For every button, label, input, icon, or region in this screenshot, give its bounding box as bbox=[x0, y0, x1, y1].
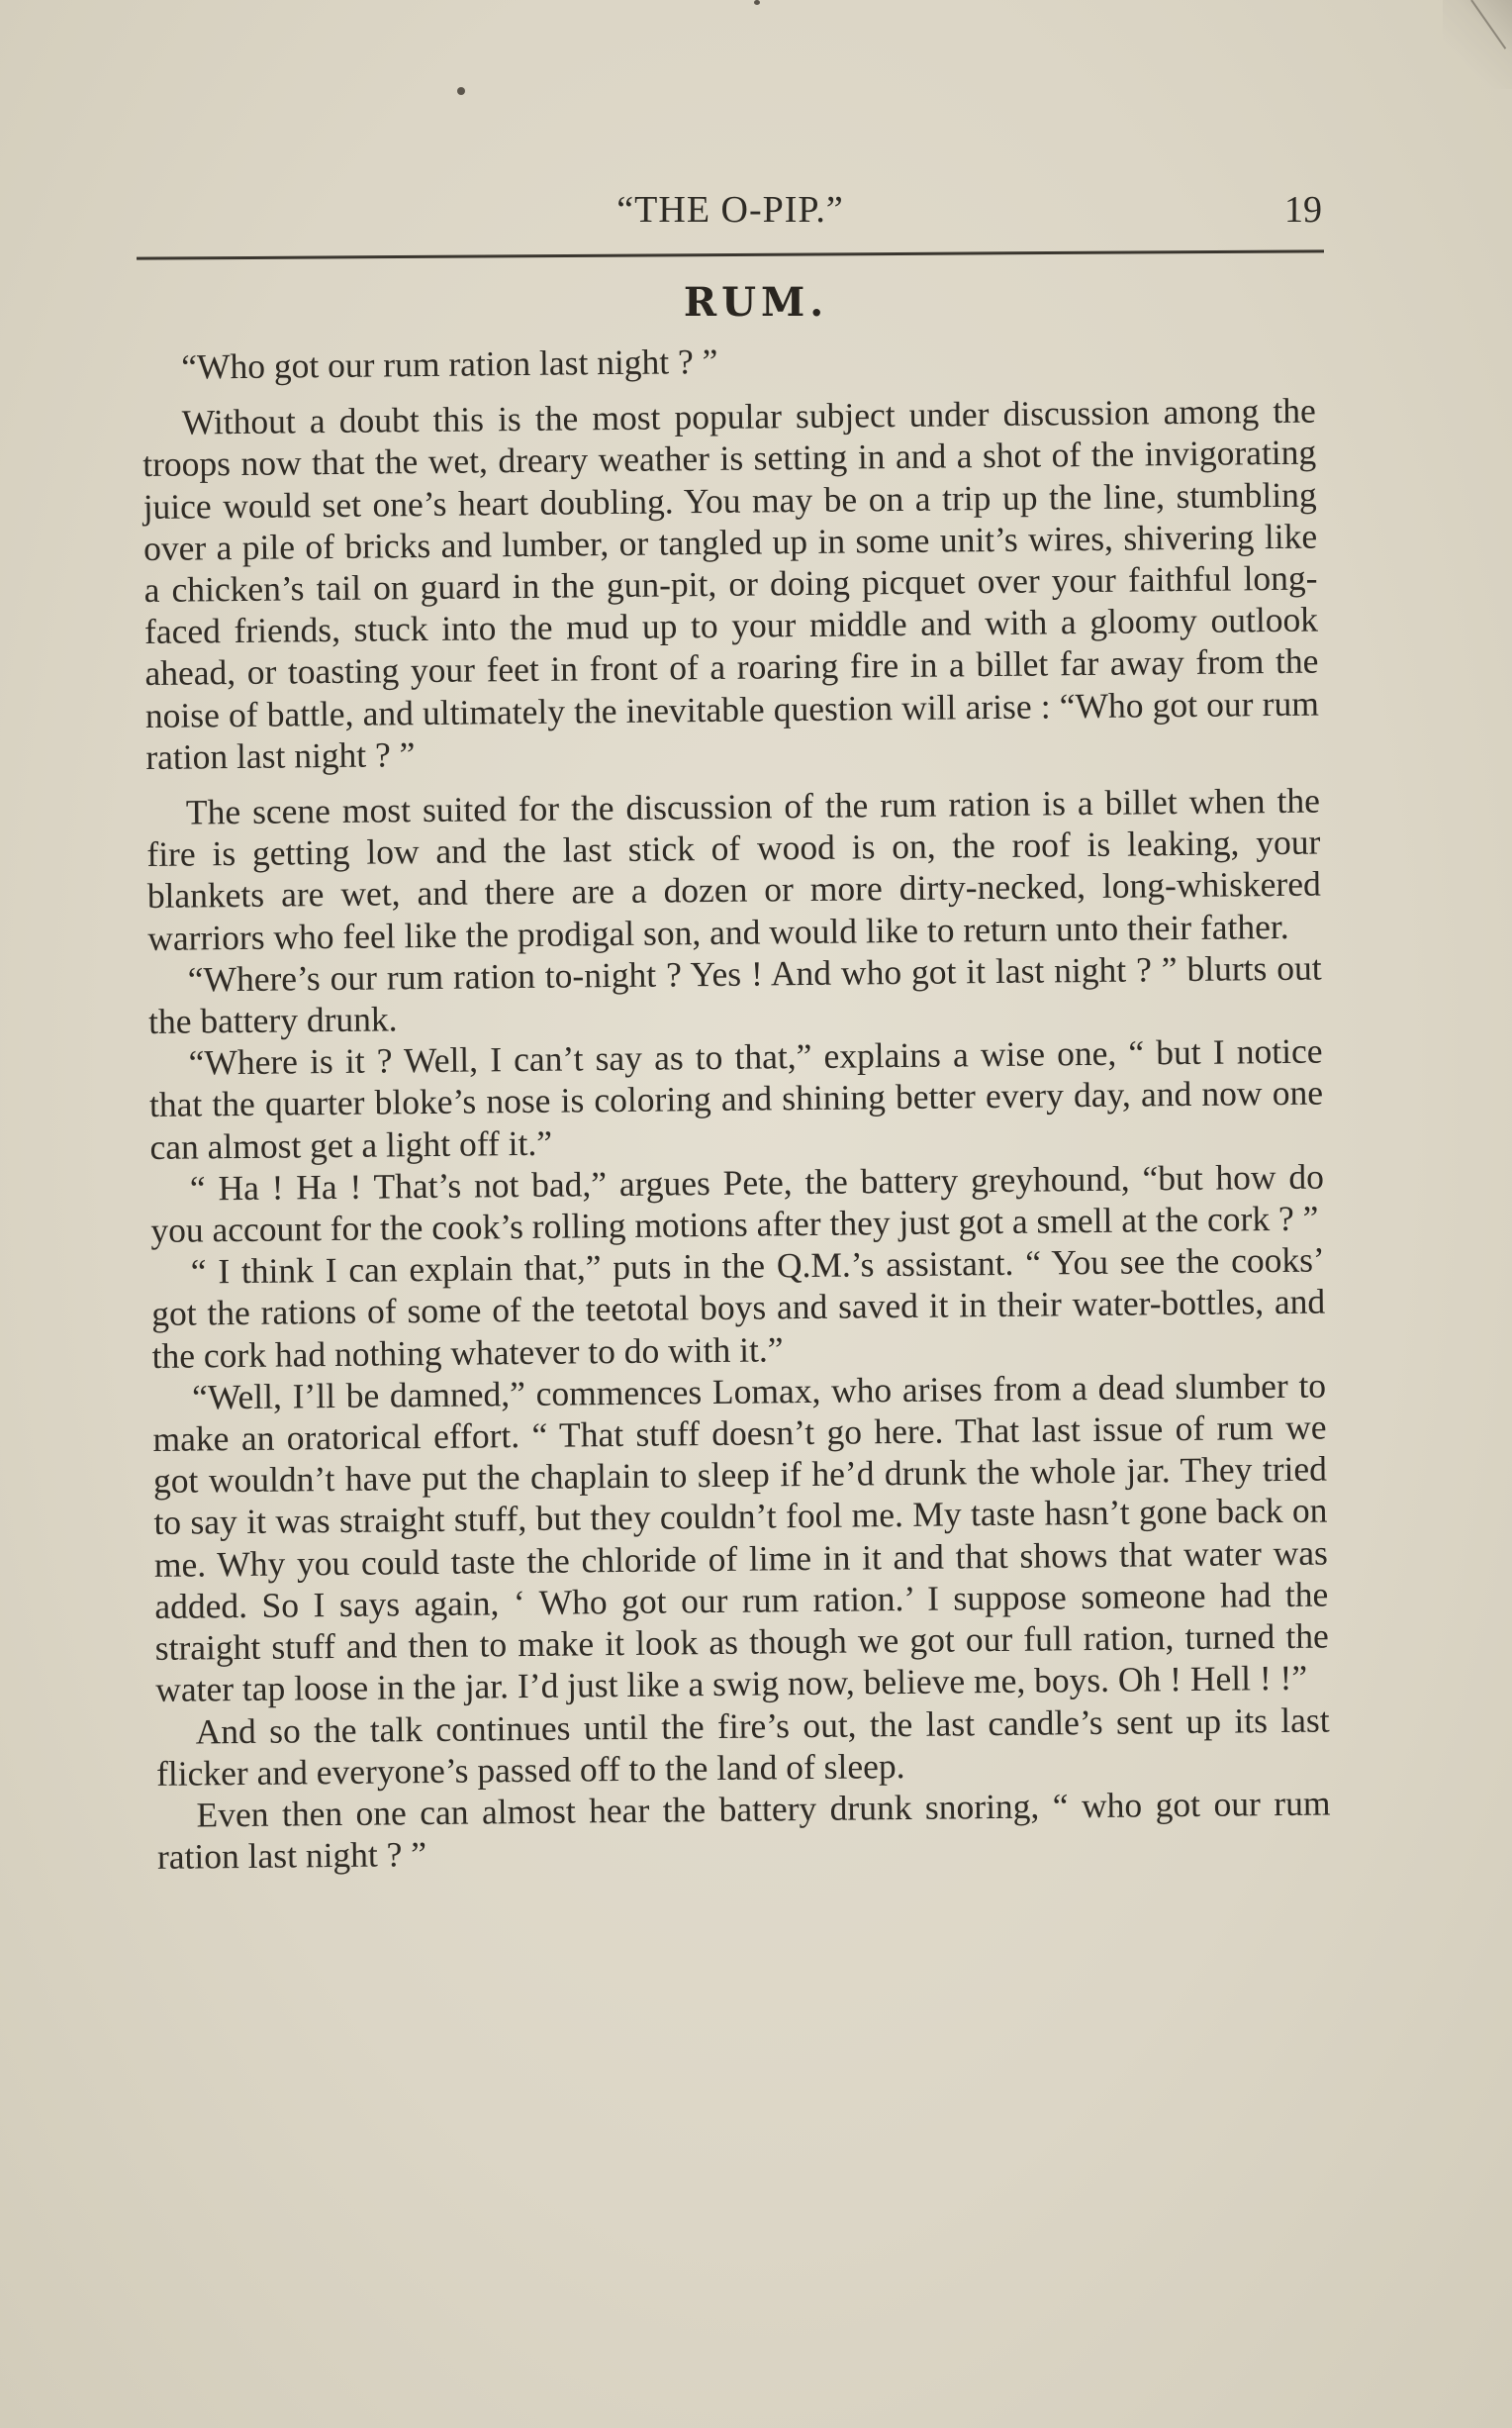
paragraph-dialogue: “Well, I’ll be damned,” commences Lomax, who arises from a dead slumber to make an oratorical effort. “ That stuff doesn’t go here. That last issue of rum we got wouldn’t have put the chaplain to sleep if he’d drunk the whole jar. They tried to say it was straight stuff, but they couldn’t fool me. My taste hasn’t gone back on me. Why you could taste the chloride of lime in it and that shows that water was added. So I says again, ‘ Who got our rum ration.’ I suppose someone had the straight stuff and then to make it look as though we got our full ration, turned the water tap loose in the jar. I’d just like a swig now, believe me, boys. Oh ! Hell ! !” bbox=[152, 1365, 1329, 1710]
header-rule bbox=[137, 249, 1324, 259]
paragraph-closing: And so the talk continues until the fire’s out, the last candle’s sent up its last flicker and everyone’s passed off to the land of sleep. bbox=[155, 1700, 1330, 1794]
paragraph-intro: Without a doubt this is the most popular subject under discussion among the troops now that the wet, dreary weather is setting in and a shot of the invigorating juice would set one’s heart doubling. You may be on a trip up the line, stumbling over a pile of bricks and lumber, or tangled up in some unit’s wires, shivering like a chicken’s tail on guard in the gun-pit, or doing picquet over your faithful long-faced friends, stuck into the mud up to your middle and with a gloomy outlook ahead, or toasting your feet in front of a roaring fire in a billet far away from the noise of battle, and ultimately the inevitable question will arise : “Who got our rum ration last night ? ” bbox=[142, 390, 1320, 777]
paragraph-dialogue: “Where’s our rum ration to-night ? Yes ! And who got it last night ? ” blurts out the battery drunk. bbox=[147, 947, 1322, 1042]
running-title: “THE O-PIP.” bbox=[616, 189, 844, 231]
ink-speck bbox=[457, 87, 465, 95]
page-number: 19 bbox=[1284, 189, 1322, 231]
article-body bbox=[142, 335, 1331, 1879]
paragraph-dialogue: “Where is it ? Well, I can’t say as to that,” explains a wise one, “ but I notice that the quarter bloke’s nose is coloring and shining better every day, and now one can almost get a light off it.” bbox=[148, 1030, 1324, 1167]
paragraph-final: Even then one can almost hear the battery drunk snoring, “ who got our rum ration last night ? ” bbox=[156, 1783, 1331, 1878]
article-title: RUM. bbox=[683, 279, 829, 326]
running-header bbox=[139, 188, 1322, 247]
ink-speck bbox=[754, 0, 760, 5]
paragraph-dialogue: “ I think I can explain that,” puts in the Q.M.’s assistant. “ You see the cooks’ got the rations of some of the teetotal boys and saved it in their water-bottles, and the cork had nothing whatever to do with it.” bbox=[151, 1239, 1326, 1376]
paragraph-opening-question: “Who got our rum ration last night ? ” bbox=[181, 340, 718, 387]
paragraph-dialogue: “ Ha ! Ha ! That’s not bad,” argues Pete, the battery greyhound, “but how do you account for the cook’s rolling motions after they just got a smell at the cork ? ” bbox=[150, 1156, 1325, 1251]
paragraph-scene: The scene most suited for the discussion of the rum ration is a billet when the fire is getting low and the last stick of wood is on, the roof is leaking, your blankets are wet, and there are a dozen or more dirty-necked, long-whiskered warriors who feel like the prodigal son, and would like to return unto their father. bbox=[146, 780, 1321, 958]
